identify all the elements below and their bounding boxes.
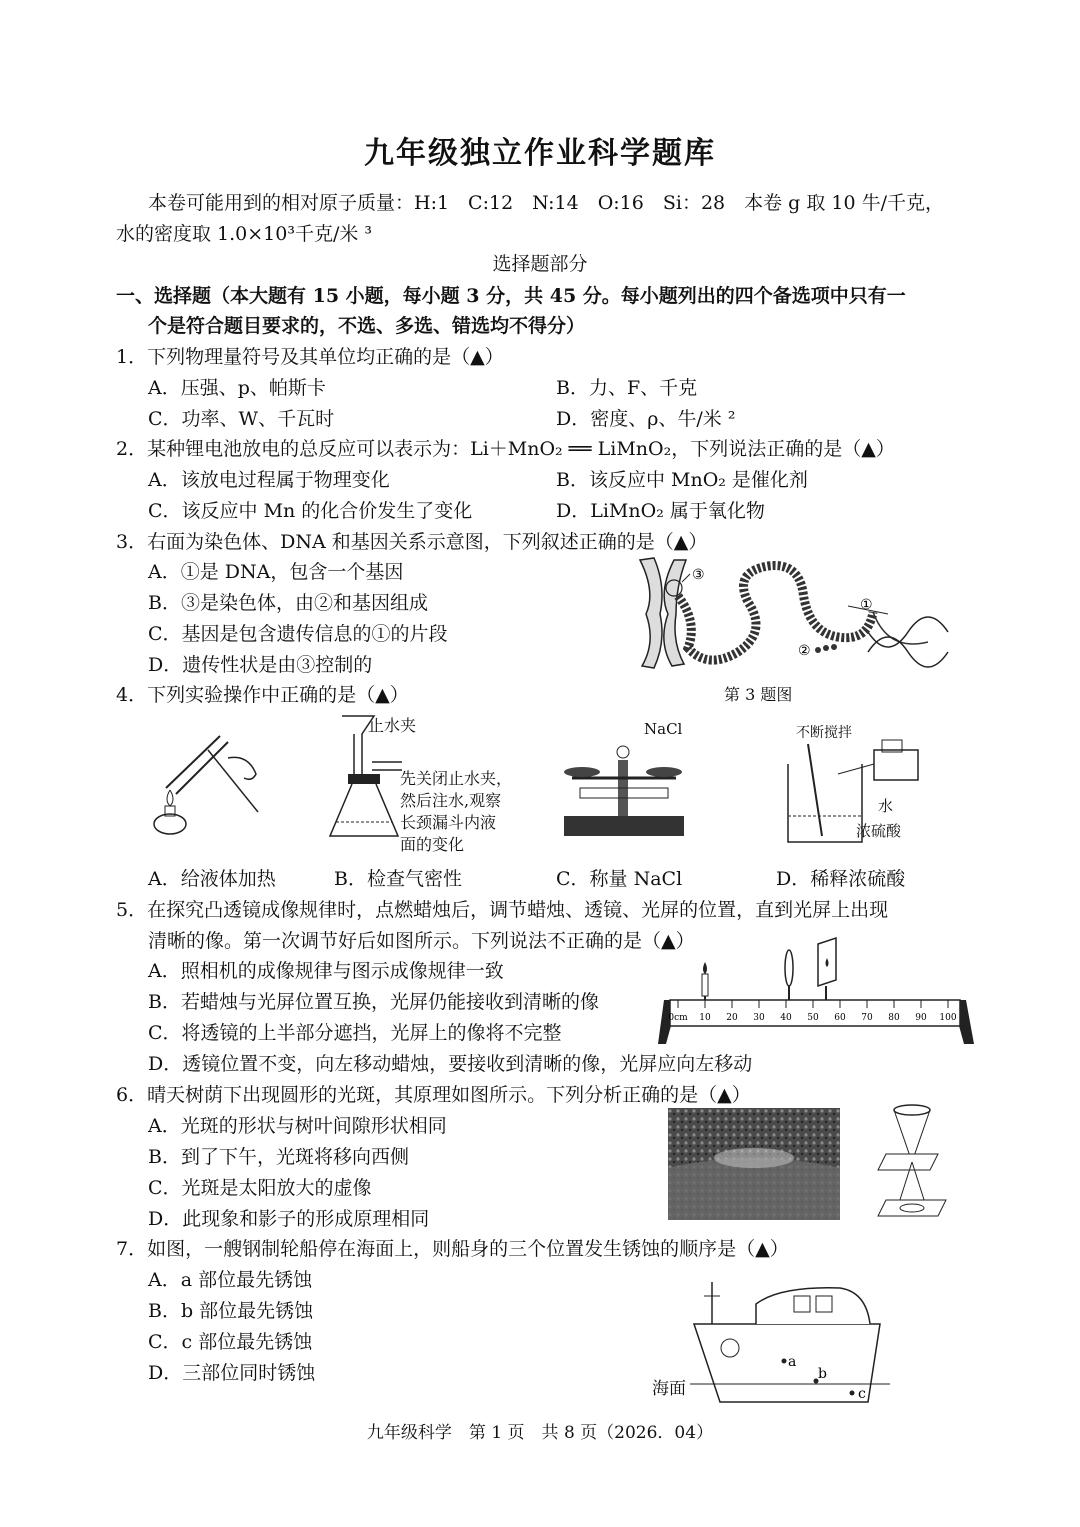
ship-figure: [690, 1278, 890, 1410]
q7-option-d: D．三部位同时锈蚀: [148, 1362, 316, 1384]
q5-stem: 5．在探究凸透镜成像规律时，点燃蜡烛后，调节蜡烛、透镜、光屏的位置，直到光屏上出现: [116, 899, 889, 921]
ruler-tick-label: 80: [888, 1013, 900, 1023]
q4-b-note-line: 然后注水,观察: [400, 791, 502, 810]
q4-figure-d: [778, 724, 928, 848]
q3-option-b: B．③是染色体，由②和基因组成: [148, 592, 428, 614]
q1-option-c: C．功率、W、千瓦时: [148, 408, 335, 430]
section-title: 选择题部分: [492, 253, 588, 275]
ruler-tick-label: 60: [834, 1013, 846, 1023]
ship-label-b: b: [818, 1366, 827, 1382]
label-2: ②: [798, 643, 811, 659]
q5-option-d: D．透镜位置不变，向左移动蜡烛，要接收到清晰的像，光屏应向左移动: [148, 1053, 753, 1075]
q1-option-d: D．密度、ρ、牛/米 ²: [556, 408, 736, 430]
q4-option-a: A．给液体加热: [148, 868, 276, 890]
q5-stem-2: 清晰的像。第一次调节好后如图所示。下列说法不正确的是（▲）: [148, 930, 695, 952]
q4-figure-a: [148, 728, 268, 840]
q3-option-a: A．①是 DNA，包含一个基因: [148, 561, 404, 583]
q3-option-c: C．基因是包含遗传信息的①的片段: [148, 623, 448, 645]
q4-option-c: C．称量 NaCl: [556, 868, 683, 890]
q4-water-label: 水: [878, 797, 894, 815]
q4-option-d: D．稀释浓硫酸: [776, 868, 906, 890]
q4-nacl-label: NaCl: [644, 720, 683, 738]
q3-stem: 3．右面为染色体、DNA 和基因关系示意图，下列叙述正确的是（▲）: [116, 531, 708, 553]
q4-figure-c: [560, 732, 690, 840]
ruler-tick-label: 100: [939, 1013, 957, 1023]
q3-option-d: D．遗传性状是由③控制的: [148, 654, 373, 676]
q2-option-b: B．该反应中 MnO₂ 是催化剂: [556, 469, 808, 491]
pinhole-diagram: [872, 1102, 952, 1222]
q1-option-a: A．压强、p、帕斯卡: [148, 377, 326, 399]
ruler-tick-label: 40: [780, 1013, 792, 1023]
chromosome-dna-figure: [628, 552, 958, 674]
q6-option-d: D．此现象和影子的形成原理相同: [148, 1208, 430, 1230]
ruler-tick-label: 30: [753, 1013, 765, 1023]
part-heading-line-2: 个是符合题目要求的，不选、多选、错选均不得分）: [148, 315, 586, 337]
ruler-tick-label: 0cm: [668, 1013, 688, 1023]
q7-stem: 7．如图，一艘钢制轮船停在海面上，则船身的三个位置发生锈蚀的顺序是（▲）: [116, 1238, 789, 1260]
q7-option-b: B．b 部位最先锈蚀: [148, 1300, 314, 1322]
ruler-tick-label: 70: [861, 1013, 873, 1023]
q6-stem: 6．晴天树荫下出现圆形的光斑，其原理如图所示。下列分析正确的是（▲）: [116, 1084, 751, 1106]
notes-line-2: 水的密度取 1.0×10³千克/米 ³: [116, 223, 373, 245]
q1-option-b: B．力、F、千克: [556, 377, 698, 399]
ship-label-c: c: [858, 1386, 866, 1402]
q5-option-c: C．将透镜的上半部分遮挡，光屏上的像将不完整: [148, 1022, 562, 1044]
sea-level-label: 海面: [652, 1379, 686, 1399]
q4-option-b: B．检查气密性: [334, 868, 462, 890]
tree-shade-photo: [668, 1108, 840, 1220]
page-footer: 九年级科学 第 1 页 共 8 页（2026．04）: [366, 1423, 714, 1443]
page-title: 九年级独立作业科学题库: [364, 136, 716, 171]
q4-clamp-label: 止水夹: [368, 716, 417, 735]
q2-option-d: D．LiMnO₂ 属于氧化物: [556, 500, 765, 522]
ruler-tick-label: 20: [726, 1013, 738, 1023]
label-1: ①: [860, 597, 873, 613]
q5-option-b: B．若蜡烛与光屏位置互换，光屏仍能接收到清晰的像: [148, 991, 599, 1013]
q7-option-a: A．a 部位最先锈蚀: [148, 1269, 313, 1291]
q2-stem: 2．某种锂电池放电的总反应可以表示为：Li＋MnO₂ ══ LiMnO₂，下列说法正确的是（▲）: [116, 438, 895, 460]
notes-line-1: 本卷可能用到的相对原子质量：H:1 C:12 N:14 O:16 Si：28 本卷 g 取 10 牛/千克，: [148, 192, 945, 214]
q4-b-note-line: 面的变化: [400, 835, 465, 854]
q6-option-c: C．光斑是太阳放大的虚像: [148, 1177, 372, 1199]
q5-option-a: A．照相机的成像规律与图示成像规律一致: [148, 960, 504, 982]
q4-stir-label: 不断搅拌: [796, 725, 852, 741]
ruler-tick-label: 90: [915, 1013, 927, 1023]
q1-stem: 1．下列物理量符号及其单位均正确的是（▲）: [116, 346, 504, 368]
part-heading-line-1: 一、选择题（本大题有 15 小题，每小题 3 分，共 45 分。每小题列出的四个备选项中只有一: [116, 285, 906, 307]
q4-stem: 4．下列实验操作中正确的是（▲）: [116, 684, 409, 706]
q4-b-note: [400, 768, 530, 856]
ship-label-a: a: [788, 1354, 797, 1370]
q4-acid-label: 浓硫酸: [856, 822, 902, 840]
q6-option-a: A．光斑的形状与树叶间隙形状相同: [148, 1115, 447, 1137]
q3-figure-caption: 第 3 题图: [724, 685, 793, 704]
label-3: ③: [692, 567, 705, 583]
optical-bench-figure: [656, 934, 976, 1046]
q4-b-note-line: 长颈漏斗内液: [400, 813, 497, 832]
q7-option-c: C．c 部位最先锈蚀: [148, 1331, 313, 1353]
q2-option-c: C．该反应中 Mn 的化合价发生了变化: [148, 500, 473, 522]
ruler-tick-label: 50: [807, 1013, 819, 1023]
q2-option-a: A．该放电过程属于物理变化: [148, 469, 390, 491]
q4-b-note-line: 先关闭止水夹，: [400, 769, 513, 788]
ruler-tick-label: 10: [699, 1013, 711, 1023]
q6-option-b: B．到了下午，光斑将移向西侧: [148, 1146, 409, 1168]
